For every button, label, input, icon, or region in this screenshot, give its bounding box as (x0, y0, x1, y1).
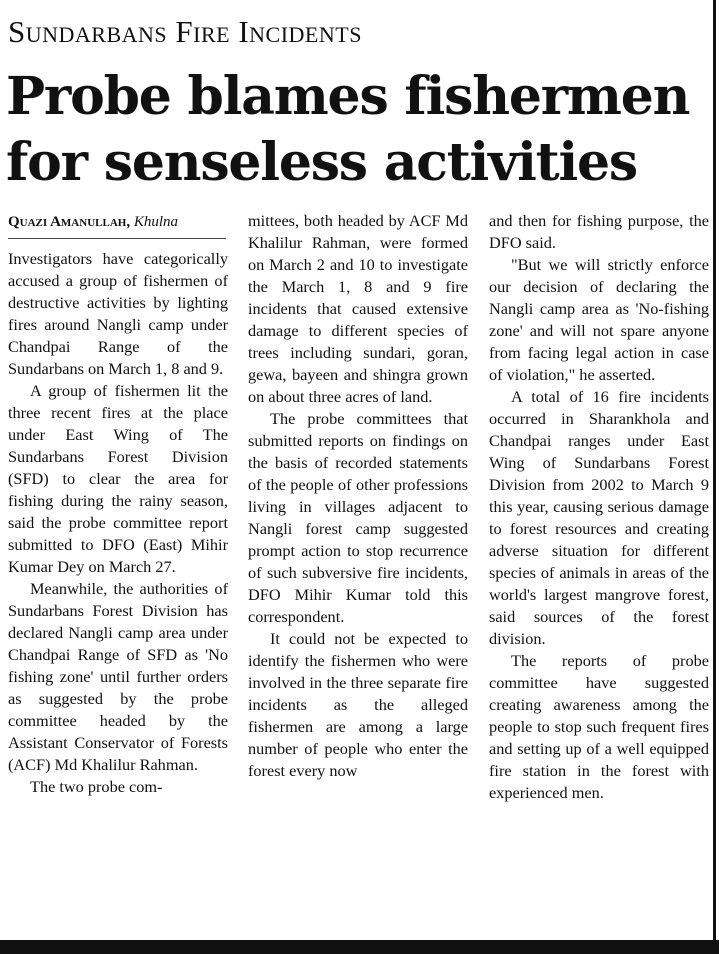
paragraph: A total of 16 fire incidents occurred in Sharankhola and Chandpai ranges under East Wing of Sundarbans Forest Division from 2002 to March 9 this year, causing serious damage to forest resources and creating adverse situation for different species of animals in areas of the world's largest mangrove forest, said sources of the forest division. (489, 387, 709, 648)
byline-location: Khulna (133, 214, 179, 230)
page-bottom-bar (0, 940, 719, 954)
paragraph: and then for fishing purpose, the DFO said. (489, 211, 709, 252)
paragraph: "But we will strictly enforce our decision of declaring the Nangli camp area as 'No-fishing zone' and will not spare anyone from facing legal action in case of violation," he asserted. (489, 255, 709, 384)
paragraph: The probe committees that submitted reports on findings on the basis of recorded statements of the people of other professions living in villages adjacent to Nangli forest camp suggested prompt action to stop recurrence of such subversive fire incidents, DFO Mihir Kumar told this correspondent. (248, 409, 468, 626)
article-column-3 (489, 210, 709, 804)
paragraph: Meanwhile, the authorities of Sundarbans Forest Division has declared Nangli camp area under Chandpai Range of SFD as 'No fishing zone' until further orders as suggested by the probe committee headed by the Assistant Conservator of Forests (ACF) Md Khalilur Rahman. (8, 579, 228, 774)
paragraph: mittees, both headed by ACF Md Khalilur Rahman, were formed on March 2 and 10 to investigate the March 1, 8 and 9 fire incidents that caused extensive damage to different species of trees including sundari, goran, gewa, bayeen and shingra grown on about three acres of land. (248, 211, 468, 406)
paragraph: A group of fishermen lit the three recent fires at the place under East Wing of The Sundarbans Forest Division (SFD) to clear the area for fishing during the rainy season, said the probe committee report submitted to DFO (East) Mihir Kumar Dey on March 27. (8, 381, 228, 576)
article-column-2 (248, 210, 468, 782)
article-column-1 (8, 248, 228, 798)
kicker: Sundarbans Fire Incidents (8, 14, 362, 49)
paragraph: Investigators have categorically accused a group of fishermen of destructive activities by lighting fires around Nangli camp under Chandpai Range of the Sundarbans on March 1, 8 and 9. (8, 249, 228, 378)
byline (8, 214, 178, 231)
headline-line-2: for senseless activities (6, 132, 638, 193)
paragraph: The reports of probe committee have suggested creating awareness among the people to stop such frequent fires and setting up of a well equipped fire station in the forest with experienced men. (489, 651, 709, 802)
byline-rule (8, 238, 226, 239)
paragraph: The two probe com- (30, 777, 163, 796)
paragraph: It could not be expected to identify the fishermen who were involved in the three separate fire incidents as the alleged fishermen are among a large number of people who enter the forest every now (248, 629, 468, 780)
headline (6, 64, 712, 196)
headline-line-1: Probe blames fishermen (6, 66, 690, 127)
byline-author: Quazi Amanullah, (8, 214, 131, 230)
